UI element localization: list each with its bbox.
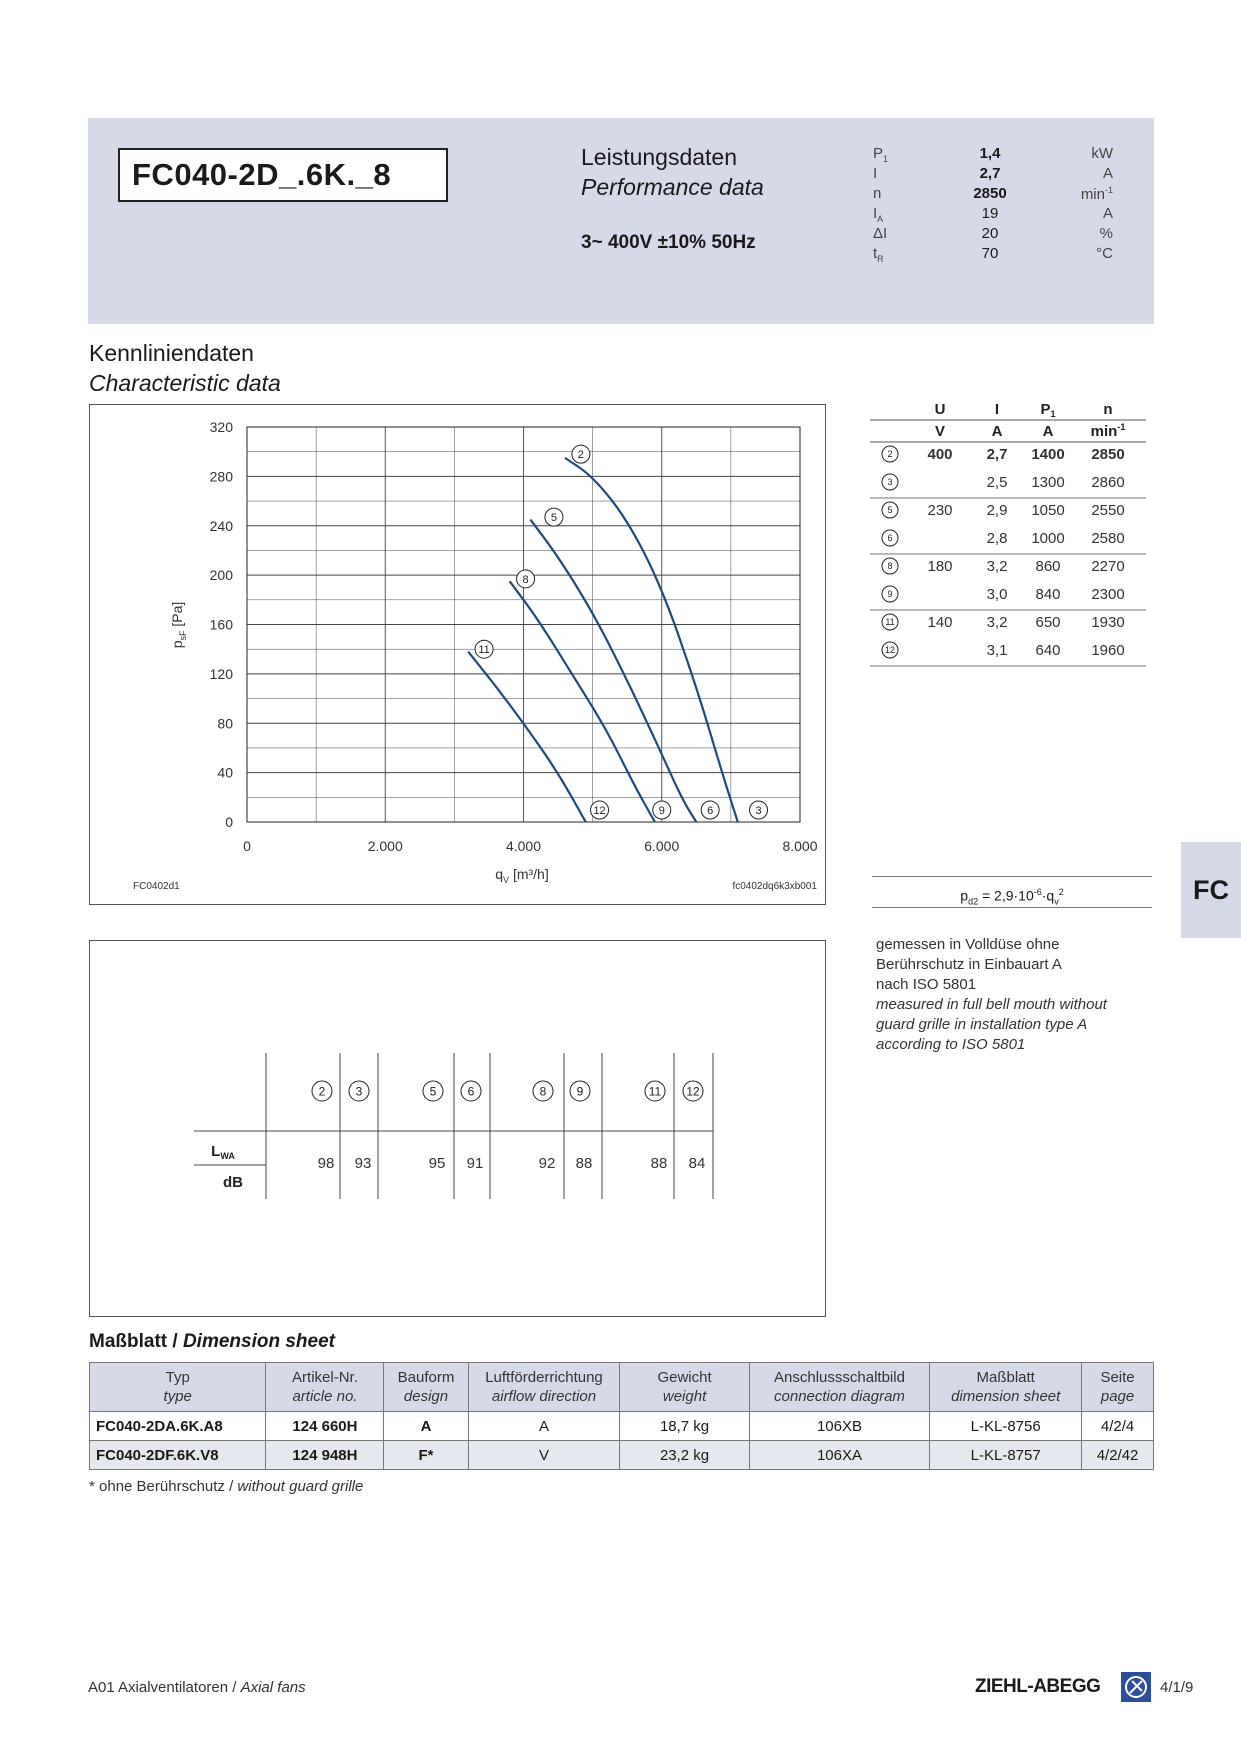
op-point-11: [882, 614, 898, 630]
sound-point-11-label: 11: [648, 1084, 662, 1099]
op-unit-sup: -1: [1117, 422, 1126, 432]
model-text: FC040-2D_.6K._8: [132, 157, 392, 192]
chart-id-left: FC0402d1: [133, 881, 180, 892]
curve-marker-8-label: 8: [522, 573, 529, 586]
x-tick-label: 0: [243, 838, 251, 854]
x-tick-label: 2.000: [367, 838, 403, 854]
sound-point-3: [349, 1081, 369, 1101]
formula-p: p: [960, 887, 969, 904]
characteristic-title-de: Kennliniendaten: [89, 340, 254, 366]
endpoint-marker-12: [591, 801, 609, 819]
dim-header: [266, 1363, 384, 1412]
curve-5: [530, 520, 696, 822]
y-axis-label-sub: sF: [178, 630, 188, 641]
page-number: 4/1/9: [1160, 1679, 1194, 1696]
dim-cell: FC040-2DF.6K.V8: [90, 1441, 266, 1470]
op-header: [1040, 401, 1055, 419]
spec-row: [873, 185, 1113, 205]
endpoint-marker-9: [653, 801, 671, 819]
dim-header-de: Bauform: [397, 1369, 455, 1386]
op-cell-I: 3,2: [986, 558, 1008, 575]
y-tick-label: 80: [217, 715, 233, 732]
op-point-3: [882, 474, 898, 490]
dim-header: [749, 1363, 930, 1412]
y-tick-label: 160: [209, 616, 233, 633]
sound-row-unit: dB: [223, 1174, 243, 1191]
curve-marker-5: [545, 508, 563, 526]
curve-2: [565, 458, 738, 822]
curve-marker-11-label: 11: [478, 644, 490, 657]
sound-point-8-label: 8: [539, 1084, 547, 1099]
y-axis-label: [169, 602, 188, 649]
dim-header: [468, 1363, 620, 1412]
sound-value: 88: [650, 1155, 668, 1172]
dim-cell: 106XA: [749, 1441, 930, 1470]
spec-unit: kW: [1091, 145, 1113, 162]
dim-header-en: connection diagram: [774, 1388, 905, 1405]
brand-name: ZIEHL-ABEGG: [975, 1676, 1101, 1697]
endpoint-marker-12-label: 12: [593, 804, 606, 817]
op-cell-I: 2,7: [986, 446, 1008, 463]
dim-cell: 106XB: [749, 1412, 930, 1441]
op-unit-main: min: [1090, 423, 1118, 440]
sound-point-6: [461, 1081, 481, 1101]
op-point-3-label: 3: [887, 477, 893, 488]
dim-cell: V: [468, 1441, 620, 1470]
spec-value: 20: [981, 225, 999, 242]
dim-title-en: Dimension sheet: [182, 1331, 335, 1352]
sound-point-12-label: 12: [686, 1084, 700, 1099]
op-point-9: [882, 586, 898, 602]
dimension-title: [89, 1331, 335, 1353]
note-de-1: gemessen in Volldüse ohne: [876, 936, 1060, 953]
performance-chart: [90, 405, 825, 904]
y-tick-label: 320: [209, 419, 233, 435]
y-tick-label: 0: [225, 814, 233, 830]
note-de-3: nach ISO 5801: [876, 976, 977, 993]
op-cell-n: 2850: [1091, 446, 1125, 463]
y-tick-label: 280: [209, 468, 233, 485]
dim-row: [90, 1441, 1154, 1470]
dim-row: [90, 1412, 1154, 1441]
sound-value: 93: [354, 1155, 372, 1172]
endpoint-marker-9-label: 9: [658, 804, 665, 817]
x-axis-label: [495, 866, 548, 885]
dim-header-de: Gewicht: [657, 1369, 712, 1386]
dim-cell: FC040-2DA.6K.A8: [90, 1412, 266, 1441]
op-cell-I: 2,8: [986, 530, 1008, 547]
op-cell-n: 2300: [1091, 586, 1125, 603]
spec-symbol: ΔI: [873, 225, 888, 242]
sound-point-9: [570, 1081, 590, 1101]
op-point-8-label: 8: [887, 561, 893, 572]
y-tick-label: 120: [209, 665, 233, 682]
endpoint-marker-3-label: 3: [755, 804, 762, 817]
dim-header-en: page: [1100, 1388, 1135, 1405]
footnote-en: without guard grille: [237, 1478, 364, 1495]
spec-unit: °C: [1096, 245, 1113, 262]
curve-marker-2-label: 2: [577, 449, 584, 462]
sound-row-label-sub: WA: [220, 1151, 235, 1161]
dim-header: [1082, 1363, 1154, 1412]
op-cell-U: 180: [927, 558, 953, 575]
op-cell-n: 2270: [1091, 558, 1125, 575]
dim-title-de: Maßblatt: [89, 1331, 168, 1352]
sound-value: 95: [428, 1155, 446, 1172]
dimension-table: [89, 1362, 1154, 1470]
spec-value: 2850: [973, 185, 1007, 202]
spec-unit: $\min^{-1}$: [1080, 185, 1113, 203]
curve-marker-5-label: 5: [550, 512, 557, 525]
formula-q: ·q: [1041, 887, 1055, 904]
sound-point-12: [683, 1081, 703, 1101]
sound-data-frame: [89, 940, 826, 1317]
perf-title-de: Leistungsdaten: [581, 144, 738, 170]
op-unit-main: A: [991, 423, 1003, 440]
op-cell-n: 1930: [1091, 614, 1125, 631]
op-point-5: [882, 502, 898, 518]
op-cell-P: 1050: [1031, 502, 1065, 519]
op-unit: [1043, 423, 1054, 440]
op-point-6: [882, 530, 898, 546]
y-tick-label: 240: [209, 517, 233, 534]
curve-marker-11: [475, 640, 493, 658]
op-header: [1103, 401, 1112, 418]
dim-cell: 124 948H: [266, 1441, 384, 1470]
sound-point-11: [645, 1081, 665, 1101]
dim-cell: 23,2 kg: [620, 1441, 749, 1470]
spec-row: [873, 145, 1113, 165]
op-point-6-label: 6: [887, 533, 893, 544]
dim-header-de: Maßblatt: [976, 1369, 1035, 1386]
x-axis-label-sub: V: [503, 875, 510, 885]
dim-header-en: dimension sheet: [951, 1388, 1061, 1405]
dynamic-pressure-formula: [872, 876, 1152, 908]
voltage-rating: 3~ 400V ±10% 50Hz: [581, 232, 756, 253]
op-point-12: [882, 642, 898, 658]
op-unit: [1091, 422, 1126, 440]
op-cell-P: 640: [1035, 642, 1061, 659]
op-header: [995, 401, 999, 418]
op-point-11-label: 11: [885, 617, 895, 628]
spec-unit-sup: -1: [1104, 185, 1113, 195]
sound-value: 92: [538, 1155, 556, 1172]
sound-point-8: [533, 1081, 553, 1101]
dim-cell: 18,7 kg: [620, 1412, 749, 1441]
sound-point-3-label: 3: [355, 1084, 363, 1099]
sound-point-2-label: 2: [318, 1084, 326, 1099]
op-unit-main: V: [934, 423, 946, 440]
dim-cell: 4/2/42: [1082, 1441, 1154, 1470]
x-axis-label-main: q: [495, 866, 504, 882]
dim-cell: L-KL-8756: [930, 1412, 1082, 1441]
y-tick-label: 200: [209, 567, 233, 584]
formula-q-sub: v: [1054, 896, 1059, 907]
op-point-5-label: 5: [887, 505, 893, 516]
chart-grid: [247, 427, 800, 822]
op-cell-n: 2860: [1091, 474, 1125, 491]
footer-de: A01 Axialventilatoren /: [88, 1679, 241, 1696]
y-axis-label-unit: [Pa]: [169, 601, 185, 631]
endpoint-marker-6: [701, 801, 719, 819]
op-unit-main: A: [1042, 423, 1054, 440]
op-cell-P: 650: [1035, 614, 1061, 631]
endpoint-marker-3: [750, 801, 768, 819]
op-point-2-label: 2: [887, 449, 893, 460]
sound-value: 98: [317, 1155, 335, 1172]
formula-mid: = 2,9·10: [978, 887, 1034, 904]
chart-id-right: fc0402dq6k3xb001: [732, 881, 817, 892]
spec-unit: A: [1102, 205, 1113, 222]
dim-cell: A: [468, 1412, 620, 1441]
footer-en: Axial fans: [240, 1679, 306, 1696]
op-header-main: P: [1040, 401, 1051, 418]
spec-unit: %: [1099, 225, 1113, 242]
dim-cell: 4/2/4: [1082, 1412, 1154, 1441]
dim-header: [620, 1363, 749, 1412]
curve-8: [510, 581, 655, 822]
endpoint-marker-6-label: 6: [707, 804, 714, 817]
chart-frame: [89, 404, 826, 905]
sound-value: 88: [575, 1155, 593, 1172]
note-de-2: Berührschutz in Einbauart A: [876, 956, 1062, 973]
op-point-2: [882, 446, 898, 462]
note-en-3: according to ISO 5801: [876, 1036, 1026, 1053]
formula-q-exp: 2: [1058, 887, 1064, 897]
characteristic-title-en: Characteristic data: [89, 370, 281, 396]
dim-header-en: type: [163, 1388, 192, 1405]
x-tick-label: 8.000: [782, 838, 818, 854]
spec-unit: A: [1102, 165, 1113, 182]
spec-value: 1,4: [979, 145, 1001, 162]
op-point-8: [882, 558, 898, 574]
dim-cell: F*: [384, 1441, 468, 1470]
fc-section-tab[interactable]: FC: [1181, 842, 1241, 938]
op-cell-P: 1300: [1031, 474, 1065, 491]
note-en-2: guard grille in installation type A: [876, 1016, 1088, 1033]
x-tick-label: 4.000: [505, 838, 542, 854]
sound-point-5-label: 5: [429, 1084, 437, 1099]
spec-symbol: I: [873, 165, 878, 182]
x-tick-label: 6.000: [644, 838, 680, 854]
dim-header-en: weight: [662, 1388, 707, 1405]
op-cell-n: 1960: [1091, 642, 1125, 659]
dim-header: [930, 1363, 1082, 1412]
brand-logo-icon: [1121, 1672, 1151, 1702]
spec-row: [873, 245, 1113, 265]
formula-p-sub: d2: [968, 896, 979, 907]
op-unit: [992, 423, 1003, 440]
model-title: [118, 148, 448, 202]
sound-row-label: [211, 1143, 235, 1161]
sound-value: 84: [688, 1155, 706, 1172]
op-header-sub: 1: [1050, 409, 1056, 419]
spec-row: [873, 225, 1113, 245]
op-cell-U: 230: [927, 502, 953, 519]
note-en-1: measured in full bell mouth without: [876, 996, 1107, 1013]
perf-title-en: Performance data: [581, 174, 764, 200]
op-cell-P: 1400: [1031, 446, 1065, 463]
dim-header-en: article no.: [292, 1388, 358, 1405]
op-header: [935, 401, 946, 418]
x-axis-label-unit: [m³/h]: [509, 866, 549, 882]
spec-symbol: $I_A$: [873, 205, 884, 224]
operating-points-svg: [870, 396, 1146, 671]
sound-point-9-label: 9: [576, 1084, 584, 1099]
dim-header-de: Typ: [165, 1369, 190, 1386]
op-cell-P: 840: [1035, 586, 1061, 603]
dim-header-de: Seite: [1100, 1369, 1135, 1386]
curve-marker-2: [572, 445, 590, 463]
dim-cell: L-KL-8757: [930, 1441, 1082, 1470]
dim-cell: A: [384, 1412, 468, 1441]
op-cell-U: 400: [927, 446, 953, 463]
op-cell-n: 2550: [1091, 502, 1125, 519]
dim-header: [90, 1363, 266, 1412]
curve-11: [468, 652, 586, 822]
spec-symbol: $P_1$: [873, 145, 889, 164]
op-cell-I: 3,2: [986, 614, 1008, 631]
op-point-9-label: 9: [887, 589, 893, 600]
curve-marker-8: [517, 570, 535, 588]
dimension-footnote: [89, 1478, 363, 1495]
sound-point-5: [423, 1081, 443, 1101]
measurement-note: [876, 935, 1107, 1055]
spec-row: [873, 205, 1113, 225]
footer-category: [88, 1679, 306, 1696]
dim-header-en: design: [403, 1388, 449, 1405]
op-cell-P: 1000: [1031, 530, 1065, 547]
spec-value: 2,7: [979, 165, 1001, 182]
op-header-main: U: [934, 401, 946, 418]
dim-header-en: airflow direction: [491, 1388, 597, 1405]
spec-symbol: n: [873, 185, 882, 202]
sound-row-label-main: L: [211, 1143, 221, 1160]
spec-symbol-sub: 1: [883, 154, 889, 164]
dim-header-de: Anschlussschaltbild: [774, 1369, 905, 1386]
dim-cell: 124 660H: [266, 1412, 384, 1441]
op-cell-U: 140: [927, 614, 953, 631]
operating-points-table: [870, 396, 1146, 675]
dim-header: [384, 1363, 468, 1412]
spec-symbol-sub: R: [877, 254, 884, 264]
sound-point-2: [312, 1081, 332, 1101]
spec-value: 19: [981, 205, 999, 222]
sound-value: 91: [466, 1155, 484, 1172]
spec-row: [873, 165, 1113, 185]
formula-exp: -6: [1033, 887, 1042, 897]
op-cell-I: 2,9: [986, 502, 1008, 519]
dim-header-de: Luftförderrichtung: [485, 1369, 603, 1386]
op-unit: [935, 423, 945, 440]
performance-title: [581, 142, 764, 202]
op-cell-I: 2,5: [986, 474, 1008, 491]
dim-header-de: Artikel-Nr.: [292, 1369, 358, 1386]
op-cell-P: 860: [1035, 558, 1061, 575]
spec-symbol: $t_R$: [873, 245, 884, 264]
y-axis-label-main: p: [169, 640, 185, 649]
spec-symbol-sub: A: [877, 214, 884, 224]
footnote-de: * ohne Berührschutz /: [89, 1478, 238, 1495]
dim-title-sep: /: [167, 1331, 183, 1352]
y-tick-label: 40: [217, 764, 233, 781]
characteristic-title: [89, 338, 281, 398]
sound-data-svg: [90, 941, 825, 1316]
sound-point-6-label: 6: [467, 1084, 475, 1099]
op-cell-n: 2580: [1091, 530, 1125, 547]
op-header-main: n: [1103, 401, 1113, 418]
op-point-12-label: 12: [884, 645, 896, 656]
spec-value: 70: [981, 245, 999, 262]
op-cell-I: 3,0: [986, 586, 1008, 603]
op-cell-I: 3,1: [986, 642, 1008, 659]
op-header-main: I: [994, 401, 1000, 418]
